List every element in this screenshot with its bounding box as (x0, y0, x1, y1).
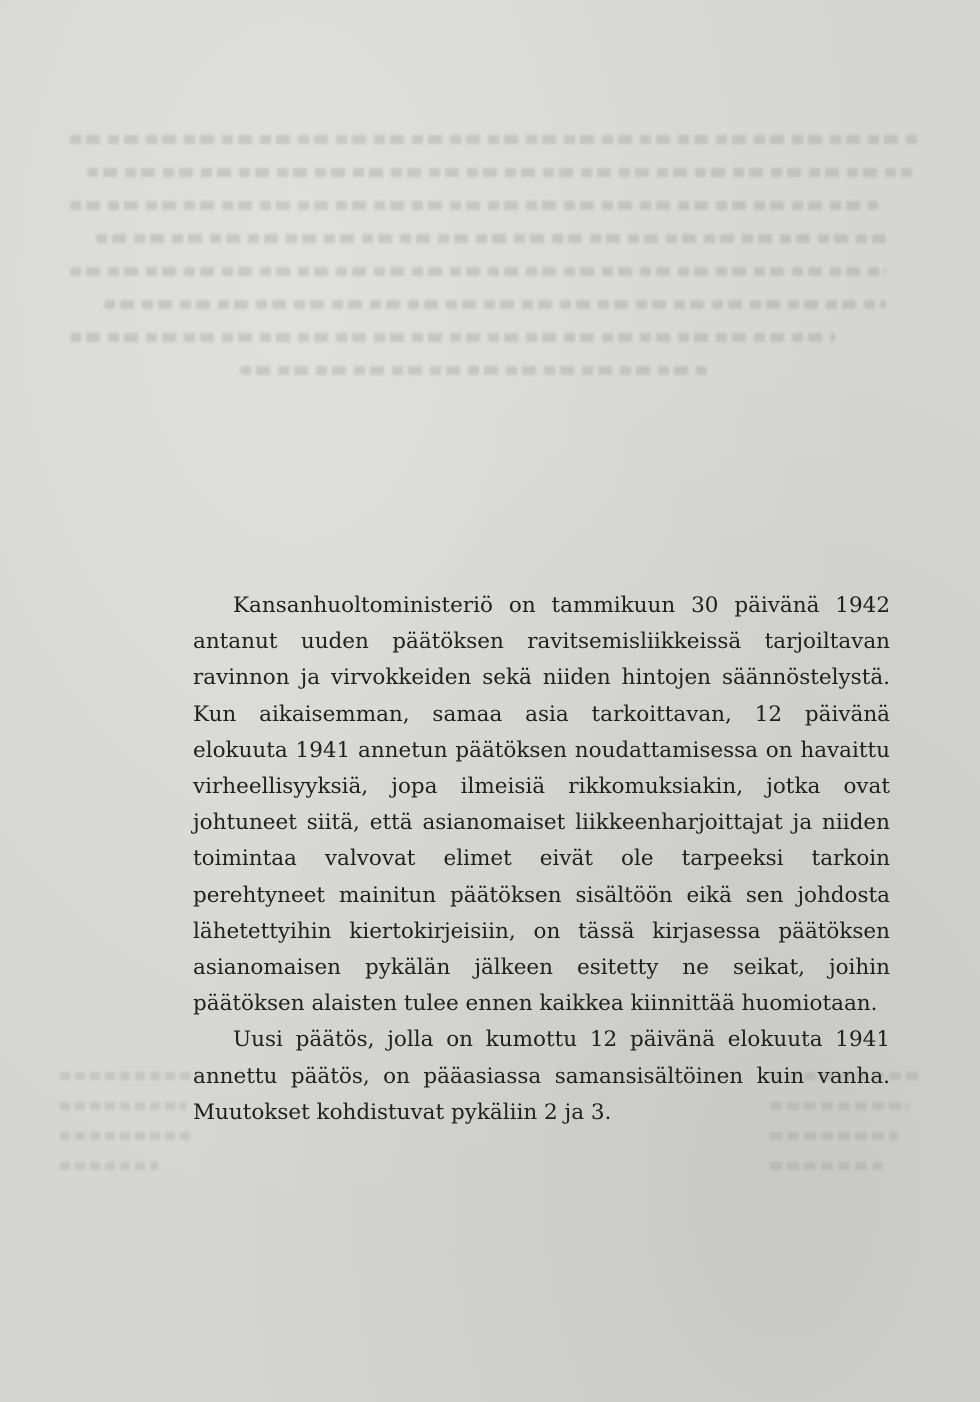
paragraph-2: Uusi päätös, jolla on kumottu 12 päivänä elokuuta 1941 annettu päätös, on pääasiassa samansisältöinen kuin vanha. Muutokset kohdistuvat pykäliin 2 ja 3. (193, 1027, 890, 1125)
body-text (193, 588, 890, 1131)
show-through-text (70, 135, 920, 465)
paragraph-1: Kansanhuoltoministeriö on tammikuun 30 päivänä 1942 antanut uuden päätöksen ravitsemisliikkeissä tarjoiltavan ravinnon ja virvokkeiden sekä niiden hintojen säännöstelystä. Kun aikaisemman, samaa asia tarkoittavan, 12 päivänä elokuuta 1941 annetun päätöksen noudattamisessa on havaittu virheellisyyksiä, jopa ilmeisiä rikkomuksiakin, jotka ovat johtuneet siitä, että asianomaiset liikkeenharjoittajat ja niiden toimintaa valvovat elimet eivät ole tarpeeksi tarkoin perehtyneet mainitun päätöksen sisältöön eikä sen johdosta lähetettyihin kiertokirjeisiin, on tässä kirjasessa päätöksen asianomaisen pykälän jälkeen esitetty ne seikat, joihin päätöksen alaisten tulee ennen kaikkea kiinnittää huomiotaan. (193, 593, 890, 1017)
show-through-text-left (60, 1072, 200, 1212)
